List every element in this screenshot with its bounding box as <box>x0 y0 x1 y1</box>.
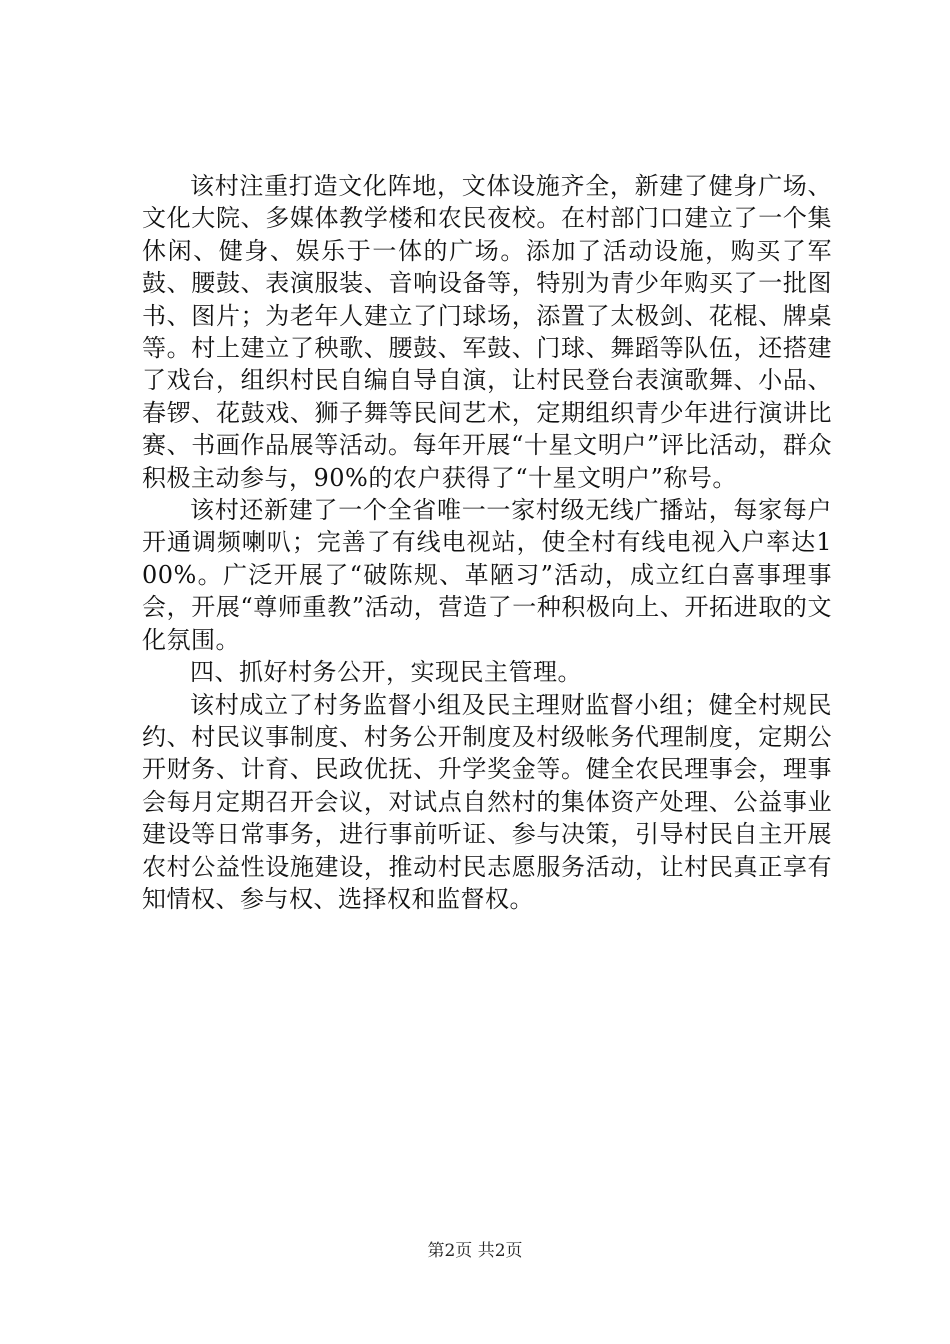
document-body <box>142 170 832 915</box>
paragraph-culture: 该村注重打造文化阵地，文体设施齐全，新建了健身广场、文化大院、多媒体教学楼和农民夜校。在村部门口建立了一个集休闲、健身、娱乐于一体的广场。添加了活动设施，购买了军鼓、腰鼓、表演服装、音响设备等，特别为青少年购买了一批图书、图片；为老年人建立了门球场，添置了太极剑、花棍、牌桌等。村上建立了秧歌、腰鼓、军鼓、门球、舞蹈等队伍，还搭建了戏台，组织村民自编自导自演，让村民登台表演歌舞、小品、春锣、花鼓戏、狮子舞等民间艺术，定期组织青少年进行演讲比赛、书画作品展等活动。每年开展“十星文明户”评比活动，群众积极主动参与，90%的农户获得了“十星文明户”称号。 <box>142 172 832 492</box>
section-heading: 四、抓好村务公开，实现民主管理。 <box>190 658 582 687</box>
page-footer: 第2页 共2页 <box>427 1241 523 1261</box>
paragraph-broadcast: 该村还新建了一个全省唯一一家村级无线广播站，每家每户开通调频喇叭；完善了有线电视站，使全村有线电视入户率达100%。广泛开展了“破陈规、革陋习”活动，成立红白喜事理事会，开展“尊师重教”活动，营造了一种积极向上、开拓进取的文化氛围。 <box>142 496 832 654</box>
paragraph-governance: 该村成立了村务监督小组及民主理财监督小组；健全村规民约、村民议事制度、村务公开制度及村级帐务代理制度，定期公开财务、计育、民政优抚、升学奖金等。健全农民理事会，理事会每月定期召开会议，对试点自然村的集体资产处理、公益事业建设等日常事务，进行事前听证、参与决策，引导村民自主开展农村公益性设施建设，推动村民志愿服务活动，让村民真正享有知情权、参与权、选择权和监督权。 <box>142 690 832 913</box>
